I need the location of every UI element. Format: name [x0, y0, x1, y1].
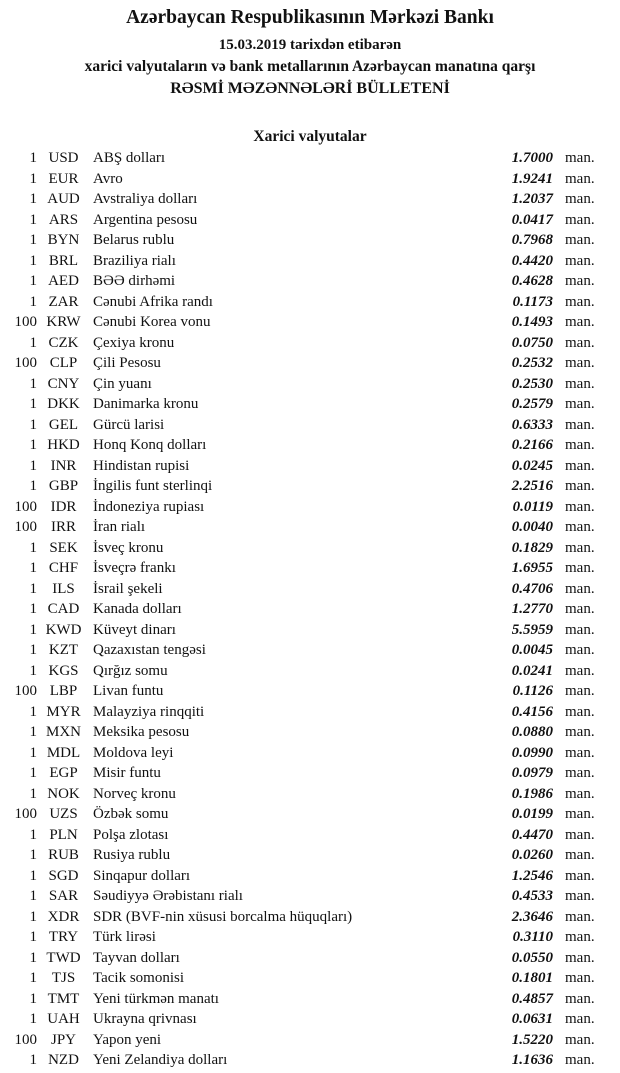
bulletin-name: RƏSMİ MƏZƏNNƏLƏRİ BÜLLETENİ: [170, 80, 450, 97]
currency-unit-label: man.: [565, 150, 595, 166]
currency-rate: 0.2579: [511, 396, 553, 412]
currency-rate: 0.0040: [511, 519, 553, 535]
currency-name: Avro: [93, 170, 123, 187]
currency-code: IRR: [50, 519, 76, 535]
currency-code: UAH: [47, 1011, 80, 1027]
currency-code: SEK: [49, 539, 78, 556]
currency-rate: 1.7000: [511, 150, 553, 166]
currency-name: Malayziya rinqqiti: [93, 703, 205, 720]
exchange-rate-row: [0, 294, 620, 315]
currency-code: IDR: [50, 498, 77, 515]
exchange-rate-row: [0, 704, 620, 725]
currency-rate: 0.4420: [511, 252, 553, 269]
exchange-rates-table: [0, 150, 620, 1073]
exchange-rate-row: [0, 991, 620, 1012]
currency-rate: 5.5959: [511, 621, 553, 638]
currency-quantity: 1: [29, 560, 37, 576]
currency-unit-label: man.: [565, 375, 595, 392]
currency-quantity: 1: [29, 724, 37, 740]
currency-rate: 1.9241: [511, 170, 553, 187]
currency-unit-label: man.: [565, 539, 595, 556]
currency-name: Braziliya rialı: [93, 252, 176, 269]
currency-name: Livan funtu: [93, 683, 164, 699]
currency-quantity: 1: [29, 662, 37, 679]
currency-quantity: 1: [29, 416, 37, 433]
currency-rate: 0.6333: [511, 416, 553, 433]
currency-unit-label: man.: [565, 908, 595, 925]
exchange-rate-row: [0, 601, 620, 622]
currency-quantity: 1: [29, 929, 37, 945]
currency-name: Hindistan rupisi: [93, 457, 190, 474]
currency-unit-label: man.: [565, 314, 595, 330]
currency-rate: 1.2546: [511, 867, 553, 884]
currency-quantity: 1: [29, 170, 37, 187]
currency-quantity: 1: [29, 457, 37, 474]
currency-unit-label: man.: [565, 1031, 595, 1048]
effective-date-line: 15.03.2019 tarixdən etibarən: [218, 37, 402, 53]
currency-quantity: 1: [29, 273, 37, 289]
currency-unit-label: man.: [565, 457, 595, 474]
currency-rate: 0.1986: [511, 785, 553, 802]
currency-code: ILS: [52, 580, 75, 597]
exchange-rate-row: [0, 232, 620, 253]
currency-code: CAD: [47, 601, 80, 617]
currency-unit-label: man.: [565, 683, 595, 699]
currency-rate: 0.4156: [511, 703, 553, 720]
currency-code: ARS: [48, 211, 79, 228]
currency-unit-label: man.: [565, 498, 595, 515]
currency-code: AED: [48, 273, 79, 289]
currency-quantity: 1: [29, 703, 37, 720]
currency-rate: 1.2037: [511, 191, 553, 207]
currency-code: JPY: [50, 1031, 76, 1048]
exchange-rate-row: [0, 417, 620, 438]
currency-code: BRL: [48, 252, 79, 269]
currency-name: İsveçrə frankı: [93, 560, 176, 576]
currency-code: INR: [50, 457, 77, 474]
currency-rate: 0.0260: [511, 847, 553, 863]
currency-rate: 0.0990: [511, 744, 553, 761]
currency-rate: 1.6955: [511, 560, 553, 576]
currency-rate: 0.0750: [511, 334, 553, 351]
currency-quantity: 1: [29, 232, 37, 248]
currency-code: CLP: [49, 355, 78, 371]
currency-code: XDR: [47, 908, 80, 925]
currency-code: PLN: [49, 826, 78, 843]
currency-rate: 0.0119: [512, 498, 553, 515]
currency-unit-label: man.: [565, 806, 595, 822]
currency-quantity: 1: [29, 970, 37, 986]
currency-code: ZAR: [48, 293, 79, 310]
currency-unit-label: man.: [565, 1052, 595, 1068]
exchange-rate-row: [0, 950, 620, 971]
currency-rate: 0.0045: [511, 642, 553, 658]
currency-code: CZK: [48, 334, 79, 351]
currency-rate: 0.7968: [511, 232, 553, 248]
currency-name: Kanada dolları: [93, 601, 182, 617]
currency-code: KWD: [45, 621, 82, 638]
currency-name: Özbək somu: [93, 806, 169, 822]
currency-rate: 0.4533: [511, 888, 553, 904]
exchange-rate-row: [0, 191, 620, 212]
currency-name: İsveç kronu: [93, 539, 164, 556]
currency-code: KGS: [48, 662, 79, 679]
currency-quantity: 1: [29, 621, 37, 638]
currency-quantity: 1: [29, 150, 37, 166]
currency-name: İndoneziya rupiası: [93, 498, 205, 515]
currency-unit-label: man.: [565, 621, 595, 638]
currency-code: DKK: [47, 396, 80, 412]
currency-rate: 0.2532: [511, 355, 553, 371]
currency-quantity: 1: [29, 191, 37, 207]
exchange-rate-row: [0, 970, 620, 991]
currency-code: NOK: [47, 785, 80, 802]
currency-quantity: 1: [29, 293, 37, 310]
exchange-rate-row: [0, 355, 620, 376]
currency-name: Argentina pesosu: [93, 211, 198, 228]
currency-quantity: 1: [29, 826, 37, 843]
section-title-foreign-currencies: Xarici valyutalar: [253, 128, 367, 145]
currency-quantity: 1: [29, 396, 37, 412]
currency-name: Türk lirəsi: [93, 929, 156, 945]
currency-name: Səudiyyə Ərəbistanı rialı: [93, 888, 243, 904]
currency-name: Yapon yeni: [93, 1031, 162, 1048]
currency-rate: 0.4857: [511, 990, 553, 1007]
currency-name: Moldova leyi: [93, 744, 174, 761]
currency-name: Belarus rublu: [93, 232, 175, 248]
currency-code: MYR: [46, 703, 81, 720]
currency-unit-label: man.: [565, 765, 595, 781]
currency-unit-label: man.: [565, 929, 595, 945]
currency-name: Polşa zlotası: [93, 826, 169, 843]
currency-rate: 1.1636: [511, 1052, 553, 1068]
currency-rate: 0.0241: [511, 662, 553, 679]
currency-rate: 0.1829: [511, 539, 553, 556]
currency-name: Norveç kronu: [93, 785, 176, 802]
currency-quantity: 1: [29, 601, 37, 617]
currency-quantity: 1: [29, 785, 37, 802]
currency-unit-label: man.: [565, 744, 595, 761]
currency-unit-label: man.: [565, 396, 595, 412]
currency-code: RUB: [48, 847, 79, 863]
currency-quantity: 1: [29, 334, 37, 351]
currency-unit-label: man.: [565, 724, 595, 740]
currency-rate: 0.2166: [511, 437, 553, 453]
currency-name: Ukrayna qrivnası: [93, 1011, 197, 1027]
currency-name: Misir funtu: [93, 765, 161, 781]
currency-name: İngilis funt sterlinqi: [93, 478, 213, 494]
currency-unit-label: man.: [565, 662, 595, 679]
currency-unit-label: man.: [565, 334, 595, 351]
currency-quantity: 1: [29, 437, 37, 453]
exchange-rate-row: [0, 806, 620, 827]
currency-name: Çin yuanı: [93, 375, 152, 392]
currency-rate: 1.5220: [511, 1031, 553, 1048]
currency-unit-label: man.: [565, 519, 595, 535]
exchange-rate-row: [0, 888, 620, 909]
currency-name: Danimarka kronu: [93, 396, 199, 412]
currency-code: USD: [48, 150, 79, 166]
exchange-rate-row: [0, 458, 620, 479]
currency-name: Qırğız somu: [93, 662, 168, 679]
exchange-rate-row: [0, 724, 620, 745]
currency-code: TRY: [48, 929, 79, 945]
currency-quantity: 100: [14, 683, 37, 699]
currency-name: Cənubi Korea vonu: [93, 314, 211, 330]
exchange-rate-row: [0, 376, 620, 397]
currency-unit-label: man.: [565, 252, 595, 269]
currency-unit-label: man.: [565, 601, 595, 617]
currency-name: Çexiya kronu: [93, 334, 175, 351]
exchange-rate-row: [0, 929, 620, 950]
exchange-rate-row: [0, 560, 620, 581]
currency-unit-label: man.: [565, 1011, 595, 1027]
currency-code: GBP: [48, 478, 79, 494]
currency-rate: 0.1126: [512, 683, 553, 699]
currency-rate: 0.1801: [511, 970, 553, 986]
exchange-rate-row: [0, 909, 620, 930]
currency-quantity: 1: [29, 847, 37, 863]
currency-quantity: 1: [29, 1011, 37, 1027]
exchange-rate-row: [0, 868, 620, 889]
currency-rate: 0.4470: [511, 826, 553, 843]
exchange-rate-row: [0, 499, 620, 520]
currency-unit-label: man.: [565, 355, 595, 371]
currency-quantity: 1: [29, 211, 37, 228]
exchange-rate-row: [0, 540, 620, 561]
currency-code: BYN: [47, 232, 80, 248]
currency-rate: 0.4628: [511, 273, 553, 289]
currency-rate: 2.3646: [511, 908, 553, 925]
currency-quantity: 1: [29, 642, 37, 658]
exchange-rate-row: [0, 745, 620, 766]
exchange-rate-row: [0, 622, 620, 643]
currency-name: BƏƏ dirhəmi: [93, 273, 176, 289]
currency-quantity: 100: [14, 1031, 37, 1048]
currency-rate: 0.0199: [511, 806, 553, 822]
currency-quantity: 1: [29, 867, 37, 884]
currency-rate: 0.3110: [512, 929, 553, 945]
currency-code: UZS: [49, 806, 78, 822]
currency-name: Meksika pesosu: [93, 724, 190, 740]
exchange-rate-row: [0, 478, 620, 499]
currency-code: MDL: [46, 744, 81, 761]
currency-unit-label: man.: [565, 847, 595, 863]
currency-quantity: 1: [29, 539, 37, 556]
currency-unit-label: man.: [565, 970, 595, 986]
currency-rate: 0.0979: [511, 765, 553, 781]
currency-code: AUD: [47, 191, 80, 207]
currency-rate: 0.1493: [511, 314, 553, 330]
currency-name: Gürcü larisi: [93, 416, 165, 433]
exchange-rate-row: [0, 314, 620, 335]
currency-quantity: 100: [14, 314, 37, 330]
currency-code: SAR: [48, 888, 79, 904]
currency-code: NZD: [48, 1052, 79, 1068]
currency-code: HKD: [47, 437, 80, 453]
currency-unit-label: man.: [565, 990, 595, 1007]
exchange-rate-row: [0, 150, 620, 171]
bulletin-subtitle: xarici valyutaların və bank metallarının Azərbaycan manatına qarşı: [84, 58, 536, 75]
currency-quantity: 1: [29, 252, 37, 269]
currency-unit-label: man.: [565, 703, 595, 720]
currency-code: CHF: [48, 560, 79, 576]
currency-quantity: 1: [29, 478, 37, 494]
currency-name: Yeni Zelandiya dolları: [93, 1052, 228, 1068]
currency-unit-label: man.: [565, 580, 595, 597]
currency-quantity: 100: [14, 519, 37, 535]
exchange-rate-row: [0, 519, 620, 540]
exchange-rate-row: [0, 581, 620, 602]
exchange-rate-row: [0, 765, 620, 786]
currency-code: GEL: [48, 416, 79, 433]
currency-code: KRW: [46, 314, 81, 330]
exchange-rate-row: [0, 1052, 620, 1073]
currency-rate: 0.2530: [511, 375, 553, 392]
exchange-rate-row: [0, 1032, 620, 1053]
currency-unit-label: man.: [565, 273, 595, 289]
exchange-rate-row: [0, 786, 620, 807]
currency-quantity: 100: [14, 806, 37, 822]
exchange-rate-row: [0, 273, 620, 294]
currency-code: EUR: [48, 170, 79, 187]
exchange-rate-row: [0, 171, 620, 192]
currency-unit-label: man.: [565, 785, 595, 802]
currency-name: İsrail şekeli: [93, 580, 163, 597]
currency-name: Sinqapur dolları: [93, 867, 191, 884]
currency-name: Qazaxıstan tengəsi: [93, 642, 206, 658]
currency-name: Honq Konq dolları: [93, 437, 207, 453]
exchange-rate-row: [0, 1011, 620, 1032]
currency-code: TJS: [51, 970, 76, 986]
currency-quantity: 1: [29, 375, 37, 392]
currency-code: TWD: [46, 949, 81, 966]
currency-name: Avstraliya dolları: [93, 191, 198, 207]
currency-name: Cənubi Afrika randı: [93, 293, 213, 310]
exchange-rate-row: [0, 396, 620, 417]
currency-name: Rusiya rublu: [93, 847, 171, 863]
currency-name: Tayvan dolları: [93, 949, 180, 966]
currency-name: ABŞ dolları: [93, 150, 166, 166]
currency-rate: 0.0880: [511, 724, 553, 740]
exchange-rate-row: [0, 827, 620, 848]
currency-quantity: 1: [29, 990, 37, 1007]
currency-rate: 0.1173: [512, 293, 553, 310]
bank-title: Azərbaycan Respublikasının Mərkəzi Bankı: [126, 7, 494, 28]
currency-name: Küveyt dinarı: [93, 621, 176, 638]
currency-name: Çili Pesosu: [93, 355, 161, 371]
currency-quantity: 1: [29, 765, 37, 781]
currency-code: TMT: [47, 990, 80, 1007]
exchange-rate-row: [0, 437, 620, 458]
currency-rate: 2.2516: [511, 478, 553, 494]
currency-name: SDR (BVF-nin xüsusi borcalma hüquqları): [93, 908, 353, 925]
currency-unit-label: man.: [565, 170, 595, 187]
currency-unit-label: man.: [565, 191, 595, 207]
currency-name: İran rialı: [93, 519, 146, 535]
currency-quantity: 1: [29, 744, 37, 761]
exchange-rate-row: [0, 663, 620, 684]
exchange-rate-row: [0, 212, 620, 233]
currency-unit-label: man.: [565, 642, 595, 658]
exchange-rate-row: [0, 335, 620, 356]
currency-code: KZT: [48, 642, 79, 658]
currency-unit-label: man.: [565, 416, 595, 433]
currency-unit-label: man.: [565, 437, 595, 453]
exchange-rate-row: [0, 847, 620, 868]
currency-unit-label: man.: [565, 888, 595, 904]
currency-unit-label: man.: [565, 826, 595, 843]
currency-unit-label: man.: [565, 478, 595, 494]
currency-unit-label: man.: [565, 211, 595, 228]
currency-rate: 0.4706: [511, 580, 553, 597]
currency-name: Tacik somonisi: [93, 970, 185, 986]
currency-quantity: 100: [14, 355, 37, 371]
currency-rate: 1.2770: [511, 601, 553, 617]
currency-quantity: 1: [29, 580, 37, 597]
currency-code: CNY: [47, 375, 80, 392]
currency-rate: 0.0417: [511, 211, 553, 228]
currency-rate: 0.0550: [511, 949, 553, 966]
currency-unit-label: man.: [565, 293, 595, 310]
exchange-rate-row: [0, 642, 620, 663]
currency-rate: 0.0631: [511, 1011, 553, 1027]
currency-quantity: 1: [29, 908, 37, 925]
currency-quantity: 1: [29, 888, 37, 904]
currency-name: Yeni türkmən manatı: [93, 990, 219, 1007]
currency-code: MXN: [45, 724, 81, 740]
currency-unit-label: man.: [565, 232, 595, 248]
bulletin-header: [0, 6, 620, 98]
currency-quantity: 1: [29, 1052, 37, 1068]
currency-rate: 0.0245: [511, 457, 553, 474]
currency-quantity: 100: [14, 498, 37, 515]
currency-unit-label: man.: [565, 949, 595, 966]
currency-code: SGD: [48, 867, 79, 884]
exchange-rate-row: [0, 253, 620, 274]
currency-unit-label: man.: [565, 560, 595, 576]
currency-code: EGP: [49, 765, 78, 781]
currency-quantity: 1: [29, 949, 37, 966]
currency-code: LBP: [49, 683, 78, 699]
exchange-rate-row: [0, 683, 620, 704]
currency-unit-label: man.: [565, 867, 595, 884]
